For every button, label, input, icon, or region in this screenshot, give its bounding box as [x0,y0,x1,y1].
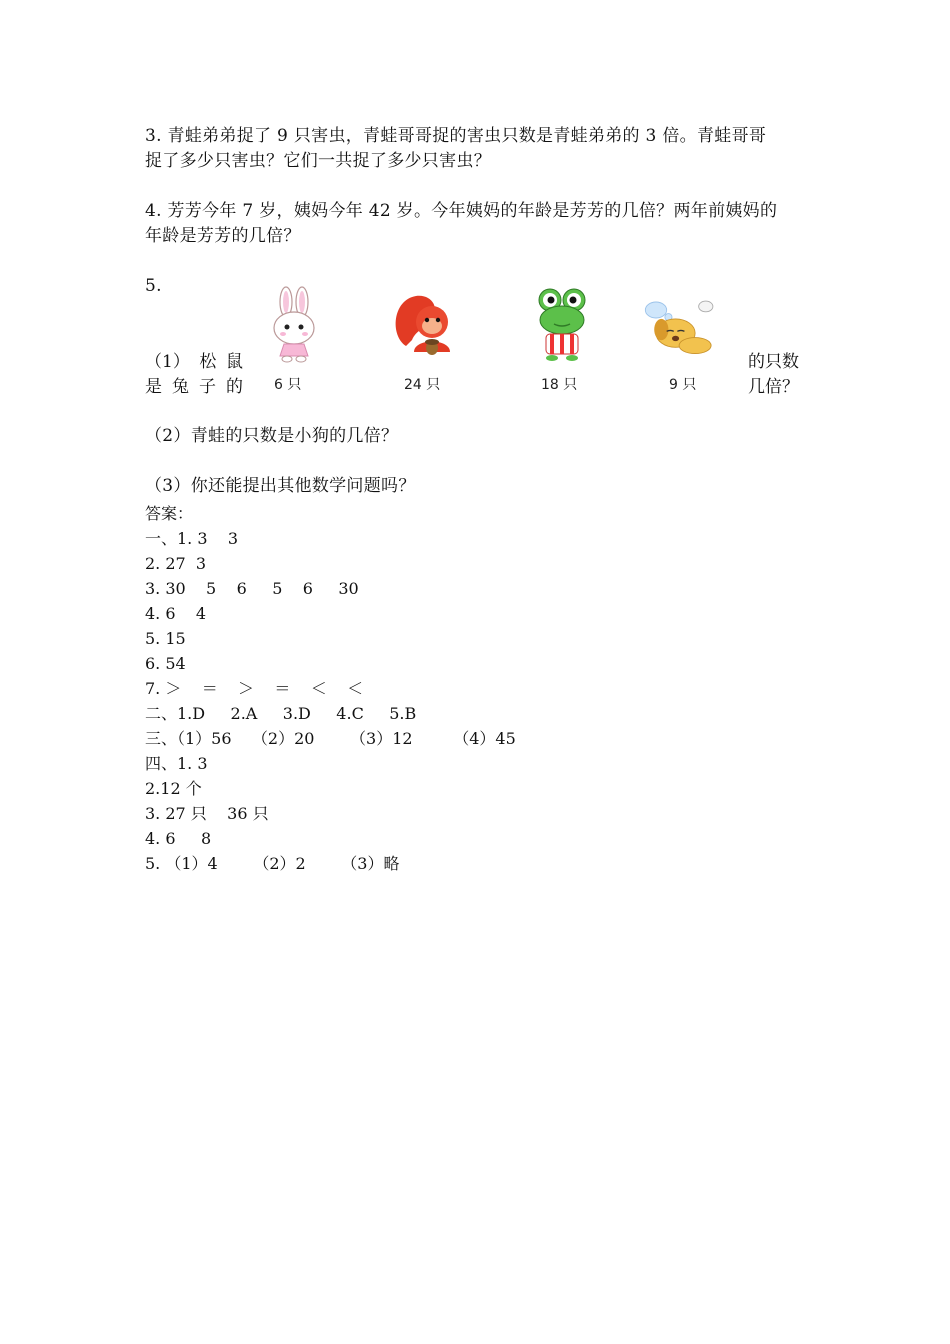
answer-line: 二、1.D 2.A 3.D 4.C 5.B [145,704,417,723]
answer-line: 3. 30 5 6 5 6 30 [145,579,359,598]
answer-line: 2.12 个 [145,779,202,798]
answer-line: 5. 15 [145,629,186,648]
question-4 [145,199,810,249]
question-3-line-2: 捉了多少只害虫？它们一共捉了多少只害虫？ [145,151,491,171]
answer-section [145,501,516,876]
question-4-line-2: 年龄是芳芳的几倍？ [145,226,301,246]
part-1-right-line-1: 的只数 [748,352,799,372]
answer-line: 一、1. 3 3 [145,529,239,548]
answer-title: 答案： [145,504,194,523]
question-5-part-1-left [145,350,243,400]
answer-line: 5. （1）4 （2）2 （3）略 [145,854,400,873]
part-1-left-line-2: 是 兔 子 的 [145,377,243,397]
frog-icon [522,286,602,366]
dog-count: 9 只 [669,377,697,393]
question-5-number: 5. [145,276,162,296]
question-5-part-1-right [748,350,799,400]
answer-line: 6. 54 [145,654,186,673]
answer-line: 4. 6 4 [145,604,207,623]
question-5-part-2: （2）青蛙的只数是小狗的几倍？ [145,426,399,446]
question-4-line-1: 4. 芳芳今年 7 岁，姨妈今年 42 岁。今年姨妈的年龄是芳芳的几倍？两年前姨妈的 [145,201,778,221]
part-1-right-line-2: 几倍？ [748,377,799,397]
question-3-line-1: 3. 青蛙弟弟捉了 9 只害虫，青蛙哥哥捉的害虫只数是青蛙弟弟的 3 倍。青蛙哥哥 [145,126,767,146]
frog-count: 18 只 [541,377,578,393]
answer-line: 三、（1）56 （2）20 （3）12 （4）45 [145,729,516,748]
answer-line: 7. ＞ ＝ ＞ ＝ ＜ ＜ [145,679,364,698]
question-5-part-3: （3）你还能提出其他数学问题吗？ [145,476,416,496]
answer-line: 4. 6 8 [145,829,212,848]
part-1-left-line-1: （1） 松 鼠 [145,352,243,372]
squirrel-icon [388,286,468,366]
answer-line: 3. 27 只 36 只 [145,804,269,823]
question-3 [145,124,810,174]
answer-line: 2. 27 3 [145,554,207,573]
dog-icon [640,286,720,366]
rabbit-icon [254,286,334,366]
rabbit-count: 6 只 [274,377,302,393]
squirrel-count: 24 只 [404,377,441,393]
answer-line: 四、1. 3 [145,754,208,773]
